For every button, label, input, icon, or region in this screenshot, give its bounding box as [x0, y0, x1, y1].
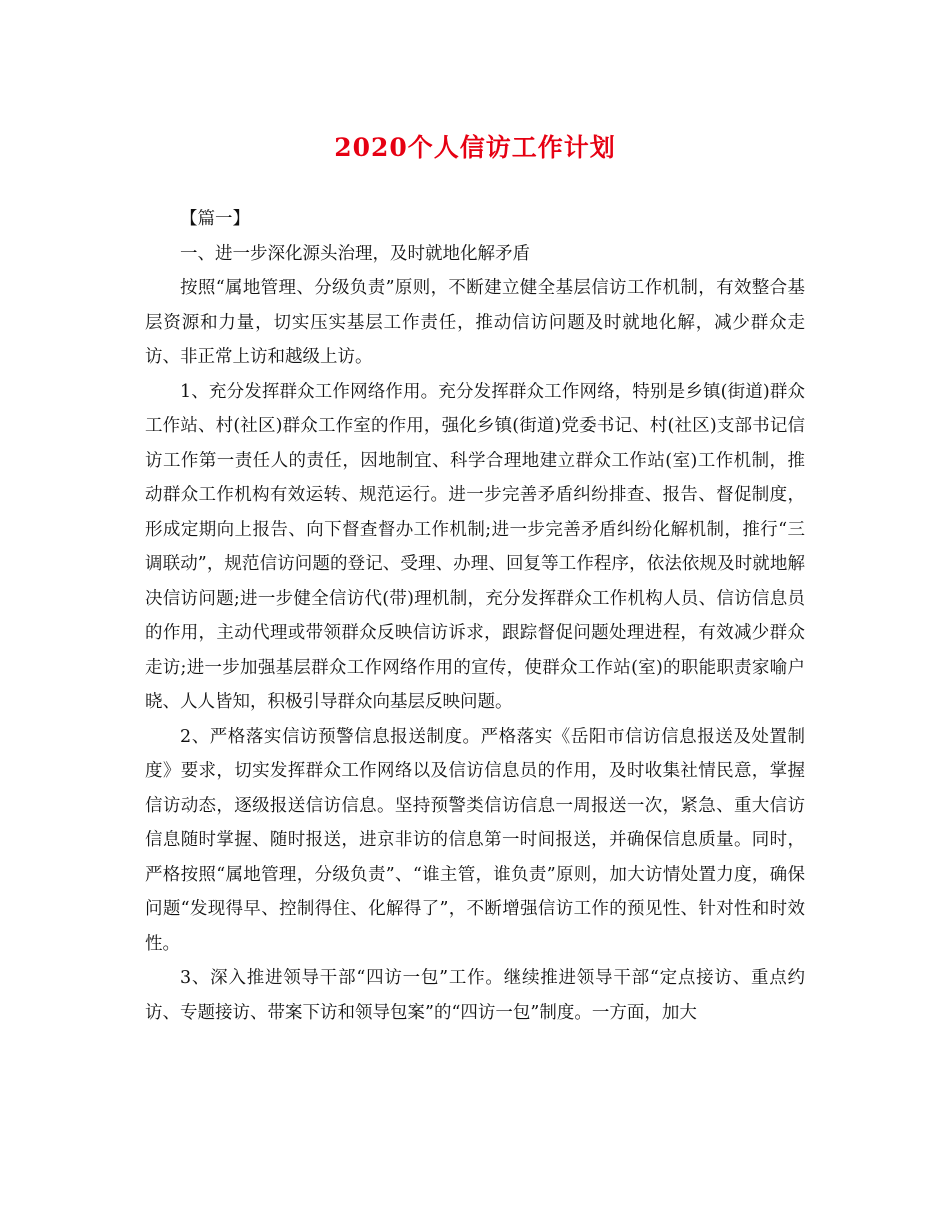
paragraph: 3、深入推进领导干部“四访一包”工作。继续推进领导干部“定点接访、重点约访、专题接访、带案下访和领导包案”的“四访一包”制度。一方面，加大 [145, 968, 805, 1023]
document-title: 2020个人信访工作计划 [334, 133, 616, 162]
paragraph: 2、严格落实信访预警信息报送制度。严格落实《岳阳市信访信息报送及处置制度》要求，切实发挥群众工作网络以及信访信息员的作用，及时收集社情民意，掌握信访动态，逐级报送信访信息。坚持预警类信访信息一周报送一次，紧急、重大信访信息随时掌握、随时报送，进京非访的信息第一时间报送，并确保信息质量。同时，严格按照“属地管理，分级负责”、“谁主管，谁负责”原则，加大访情处置力度，确保问题“发现得早、控制得住、化解得了”，不断增强信访工作的预见性、针对性和时效性。 [145, 726, 805, 954]
section-label: 【篇一】 [180, 209, 250, 229]
paragraph: 1、充分发挥群众工作网络作用。充分发挥群众工作网络，特别是乡镇(街道)群众工作站、村(社区)群众工作室的作用，强化乡镇(街道)党委书记、村(社区)支部书记信访工作第一责任人的责任，因地制宜、科学合理地建立群众工作站(室)工作机制，推动群众工作机构有效运转、规范运行。进一步完善矛盾纠纷排查、报告、督促制度，形成定期向上报告、向下督查督办工作机制;进一步完善矛盾纠纷化解机制，推行“三调联动”，规范信访问题的登记、受理、办理、回复等工作程序，依法依规及时就地解决信访问题;进一步健全信访代(带)理机制，充分发挥群众工作机构人员、信访信息员的作用，主动代理或带领群众反映信访诉求，跟踪督促问题处理进程，有效减少群众走访;进一步加强基层群众工作网络作用的宣传，使群众工作站(室)的职能职责家喻户晓、人人皆知，积极引导群众向基层反映问题。 [145, 381, 805, 712]
section-heading: 一、进一步深化源头治理，及时就地化解矛盾 [180, 243, 530, 264]
document-body [145, 202, 805, 1030]
paragraph: 按照“属地管理、分级负责”原则，不断建立健全基层信访工作机制，有效整合基层资源和力量，切实压实基层工作责任，推动信访问题及时就地化解，减少群众走访、非正常上访和越级上访。 [145, 278, 805, 367]
